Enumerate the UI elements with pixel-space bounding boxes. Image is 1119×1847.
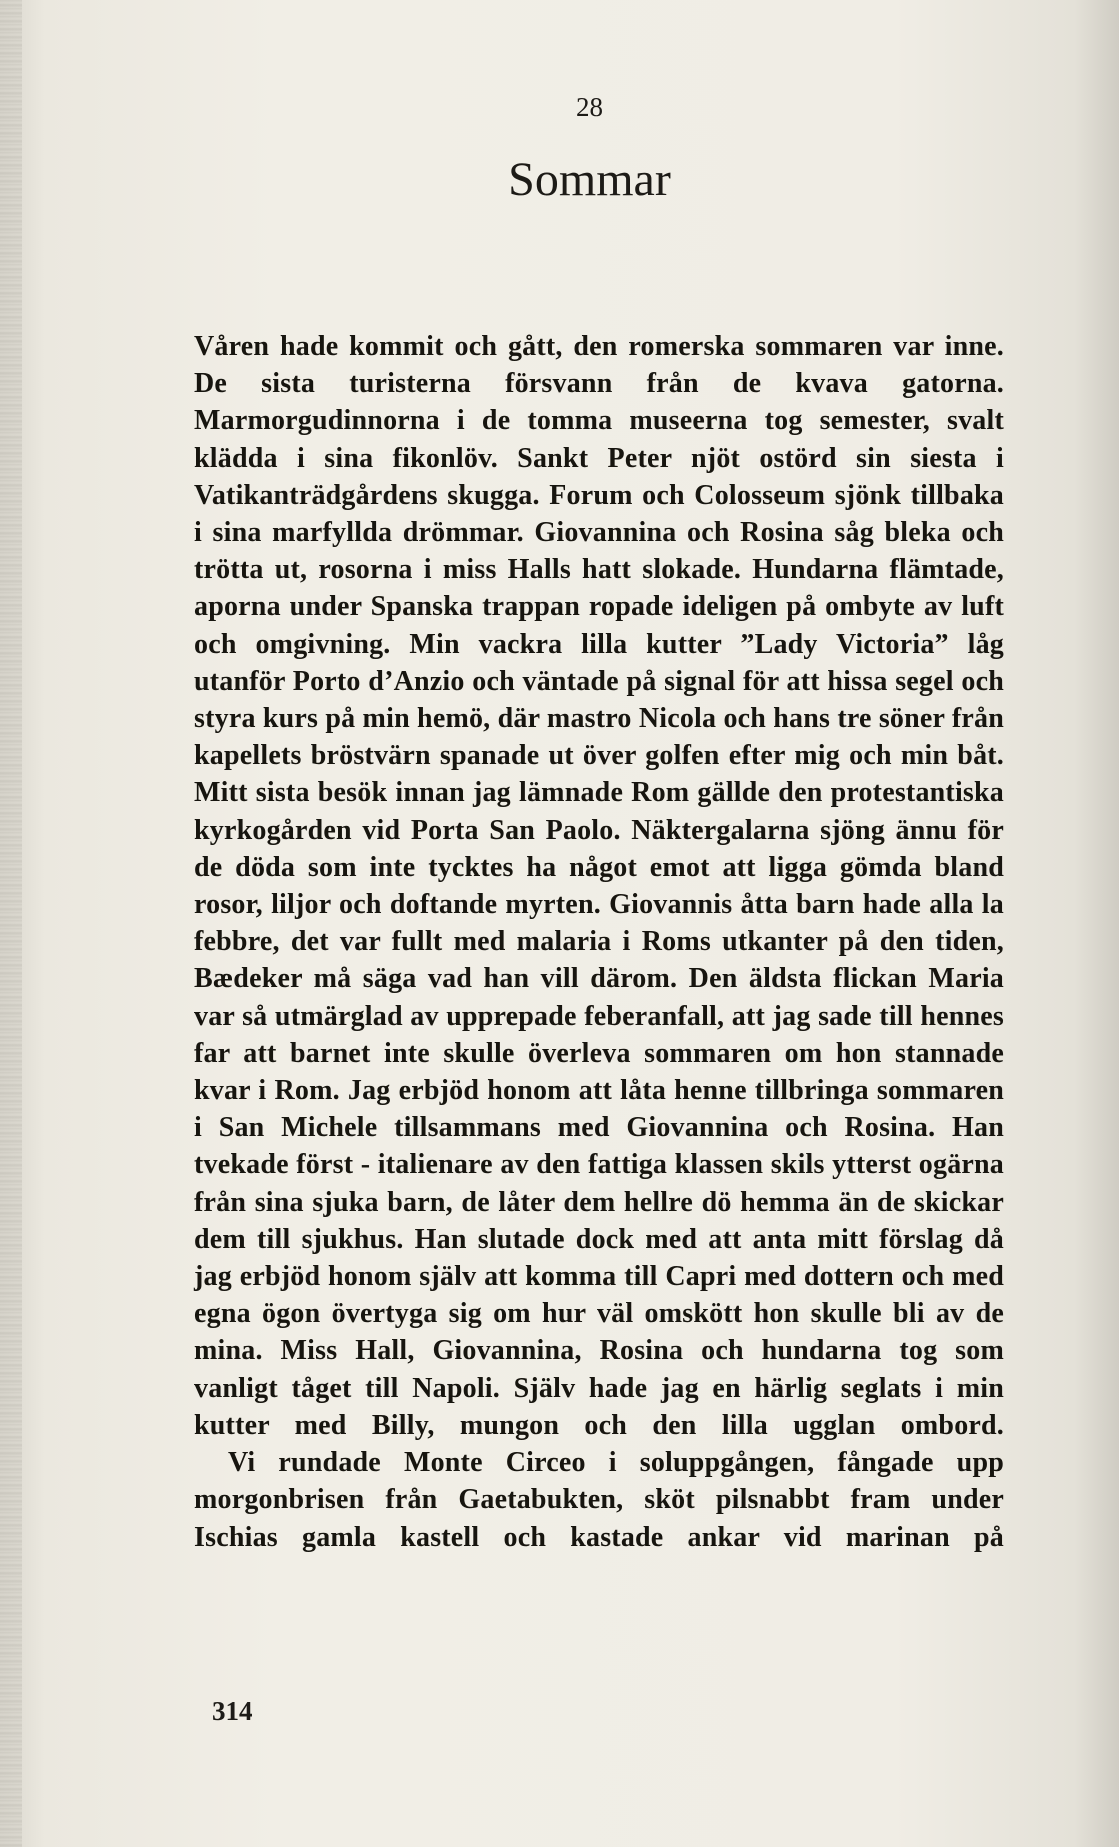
- chapter-number: 28: [576, 92, 603, 122]
- page-number: 314: [212, 1696, 253, 1726]
- body-text: [194, 328, 1004, 1556]
- paragraph: Vi rundade Monte Circeo i soluppgången, fångade upp morgonbrisen från Gaetabukten, sköt pilsnabbt fram under Ischias gamla kastell och kastade ankar vid marinan på: [194, 1447, 1004, 1553]
- chapter-title: Sommar: [508, 153, 671, 206]
- page-edge: [0, 0, 22, 1847]
- paragraph: Våren hade kommit och gått, den romerska sommaren var inne. De sista turisterna försvann från de kvava gatorna. Marmorgudinnorna i de tomma museerna tog semester, svalt klädda i sina fikonlöv. Sankt Peter njöt ostörd sin siesta i Vatikanträdgårdens skugga. Forum och Colosseum sjönk tillbaka i sina marfyllda drömmar. Giovannina och Rosina såg bleka och trötta ut, rosorna i miss Halls hatt slokade. Hundarna flämtade, aporna under Spanska trappan ropade ideligen på ombyte av luft och omgivning. Min vackra lilla kutter ”Lady Victoria” låg utanför Porto d’Anzio och väntade på signal för att hissa segel och styra kurs på min hemö, där mastro Nicola och hans tre söner från kapellets bröstvärn spanade ut över golfen efter mig och min båt. Mitt sista besök innan jag lämnade Rom gällde den protestantiska kyrkogården vid Porta San Paolo. Näktergalarna sjöng ännu för de döda som inte tycktes ha något emot att ligga gömda bland rosor, liljor och doftande myrten. Giovannis åtta barn hade alla la febbre, det var fullt med malaria i Roms utkanter på den tiden, Bædeker må säga vad han vill därom. Den äldsta flickan Maria var så utmärglad av upprepade feberanfall, att jag sade till hennes far att barnet inte skulle överleva sommaren om hon stannade kvar i Rom. Jag erbjöd honom att låta henne tillbringa sommaren i San Michele tillsammans med Giovannina och Rosina. Han tvekade först - italienare av den fattiga klassen skils ytterst ogärna från sina sjuka barn, de låter dem hellre dö hemma än de skickar dem till sjukhus. Han slutade dock med att anta mitt förslag då jag erbjöd honom själv att komma till Capri med dottern och med egna ögon övertyga sig om hur väl omskött hon skulle bli av de mina. Miss Hall, Giovannina, Rosina och hundarna tog som vanligt tåget till Napoli. Själv hade jag en härlig seglats i min kutter med Billy, mungon och den lilla ugglan ombord.: [194, 331, 1004, 1441]
